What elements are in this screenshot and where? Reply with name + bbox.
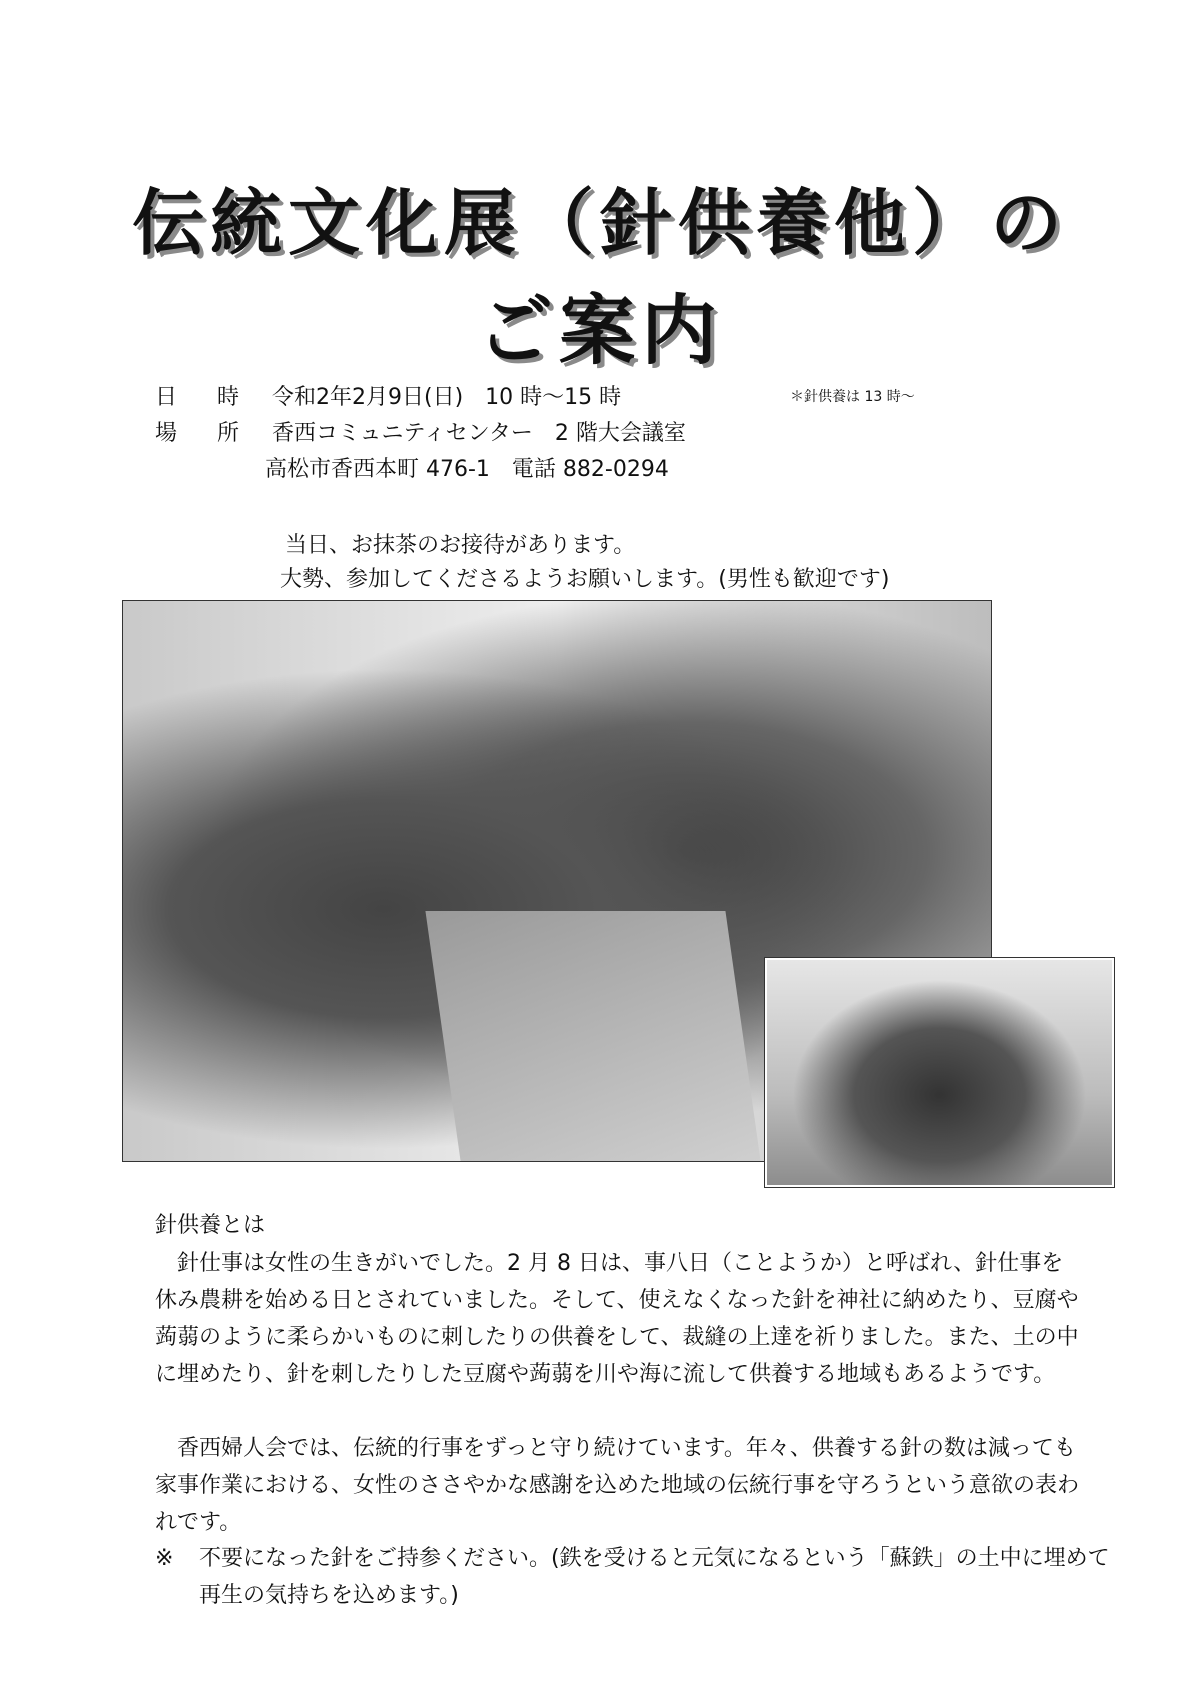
place-row bbox=[155, 416, 686, 447]
place-value: 香西コミュニティセンター 2 階大会議室 bbox=[272, 421, 686, 446]
note-text: 不要になった針をご持参ください。(鉄を受けると元気になるという「蘇鉄」の土中に埋めて再生の気持ちを込めます。) bbox=[199, 1546, 1110, 1608]
note bbox=[155, 1540, 1129, 1614]
lead-line-2: 大勢、参加してくださるようお願いします。(男性も歓迎です) bbox=[280, 567, 890, 592]
paragraph-1: 針仕事は女性の生きがいでした。2 月 8 日は、事八日（ことようか）と呼ばれ、針仕事を休み農耕を始める日とされていました。そして、使えなくなった針を神社に納めたり、豆腐や蒟蒻のように柔らかいものに刺したりの供養をして、裁縫の上達を祈りました。また、土の中に埋めたり、針を刺したりした豆腐や蒟蒻を川や海に流して供養する地域もあるようです。 bbox=[155, 1251, 1079, 1387]
photo-table-shape bbox=[425, 911, 760, 1161]
title-line-1: 伝統文化展（針供養他）の bbox=[131, 181, 1068, 265]
title-line-2: ご案内 bbox=[477, 286, 723, 375]
date-value: 令和2年2月9日(日) 10 時～15 時 bbox=[272, 385, 622, 410]
note-mark: ※ bbox=[155, 1546, 174, 1571]
place-label: 場所 bbox=[155, 421, 280, 446]
date-row bbox=[155, 380, 621, 411]
date-note: ＊針供養は 13 時～ bbox=[790, 389, 915, 405]
inset-photo bbox=[765, 958, 1114, 1187]
address: 高松市香西本町 476-1 電話 882-0294 bbox=[265, 457, 669, 482]
lead-line-1: 当日、お抹茶のお接待があります。 bbox=[285, 533, 636, 558]
section-title: 針供養とは bbox=[155, 1213, 266, 1238]
paragraph-2: 香西婦人会では、伝統的行事をずっと守り続けています。年々、供養する針の数は減っても家事作業における、女性のささやかな感謝を込めた地域の伝統行事を守ろうという意欲の表われです。 bbox=[155, 1436, 1080, 1535]
date-label: 日時 bbox=[155, 385, 280, 410]
